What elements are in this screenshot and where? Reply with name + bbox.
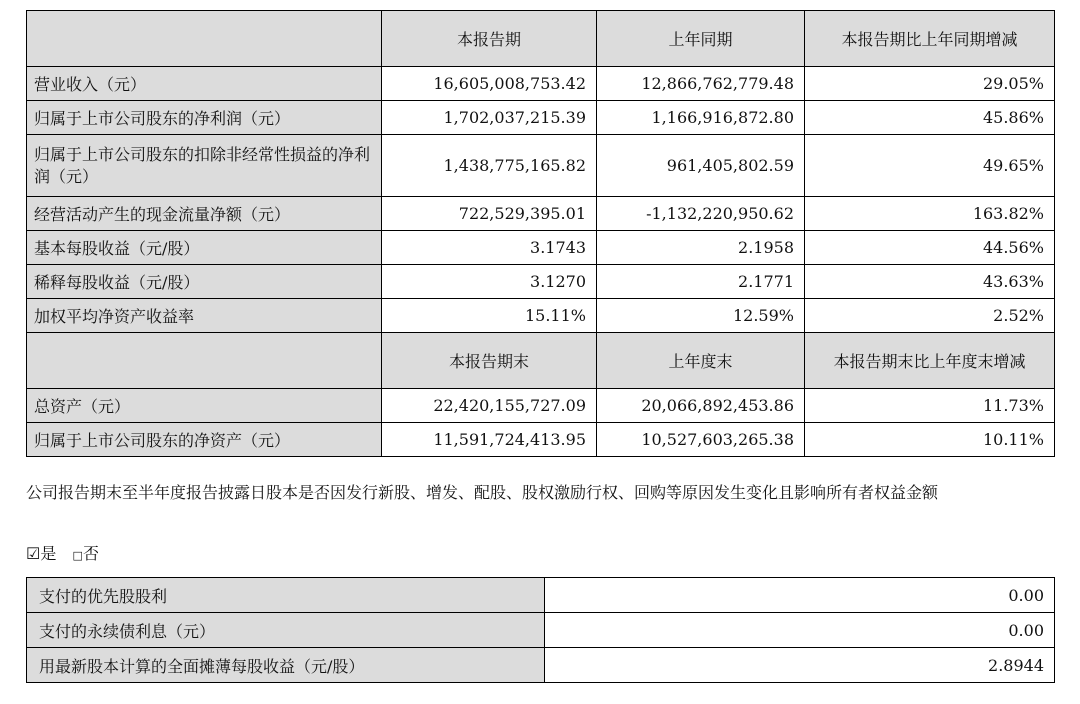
table-row [27,389,1055,423]
row-label: 总资产（元） [27,389,382,423]
current-value: 1,438,775,165.82 [382,135,597,197]
header-row-period [27,11,1055,67]
row-label: 稀释每股收益（元/股） [27,265,382,299]
header-period-end-change: 本报告期末比上年度末增减 [805,333,1055,389]
prior-value: -1,132,220,950.62 [597,197,805,231]
current-value: 1,702,037,215.39 [382,101,597,135]
row-label: 归属于上市公司股东的扣除非经常性损益的净利润（元） [27,135,382,197]
row-label: 基本每股收益（元/股） [27,231,382,265]
current-value: 722,529,395.01 [382,197,597,231]
prior-value: 12,866,762,779.48 [597,67,805,101]
table-row [27,231,1055,265]
row-label: 营业收入（元） [27,67,382,101]
unchecked-box-icon: □ [72,549,83,562]
checked-box-icon: ☑ [26,544,41,563]
table-row [27,423,1055,457]
row-label: 归属于上市公司股东的净利润（元） [27,101,382,135]
row-label: 加权平均净资产收益率 [27,299,382,333]
financial-summary-table [26,10,1055,457]
row-label: 支付的优先股股利 [27,578,545,613]
table-row [27,197,1055,231]
header-prior-period: 上年同期 [597,11,805,67]
current-value: 16,605,008,753.42 [382,67,597,101]
prior-value: 2.1771 [597,265,805,299]
prior-value: 10,527,603,265.38 [597,423,805,457]
prior-value: 2.1958 [597,231,805,265]
change-value: 10.11% [805,423,1055,457]
row-value: 2.8944 [545,648,1055,683]
current-value: 15.11% [382,299,597,333]
table-row [27,135,1055,197]
yes-label: 是 [40,544,57,563]
header-corner-cell [27,11,382,67]
share-capital-change-note: 公司报告期末至半年度报告披露日股本是否因发行新股、增发、配股、股权激励行权、回购等原因发生变化且影响所有者权益金额 [26,483,939,502]
header-current-period-end: 本报告期末 [382,333,597,389]
preferred-share-table [26,577,1055,683]
table-row [27,578,1055,613]
table-row [27,299,1055,333]
header-current-period: 本报告期 [382,11,597,67]
change-value: 43.63% [805,265,1055,299]
change-value: 11.73% [805,389,1055,423]
header-prior-year-end: 上年度末 [597,333,805,389]
change-value: 44.56% [805,231,1055,265]
row-value: 0.00 [545,613,1055,648]
row-label: 用最新股本计算的全面摊薄每股收益（元/股） [27,648,545,683]
change-value: 29.05% [805,67,1055,101]
table-row [27,101,1055,135]
prior-value: 1,166,916,872.80 [597,101,805,135]
no-label: 否 [82,544,99,563]
current-value: 3.1743 [382,231,597,265]
table-row [27,265,1055,299]
row-value: 0.00 [545,578,1055,613]
header-corner-cell [27,333,382,389]
header-period-change: 本报告期比上年同期增减 [805,11,1055,67]
prior-value: 961,405,802.59 [597,135,805,197]
table-row [27,613,1055,648]
prior-value: 12.59% [597,299,805,333]
change-value: 49.65% [805,135,1055,197]
change-value: 163.82% [805,197,1055,231]
row-label: 经营活动产生的现金流量净额（元） [27,197,382,231]
yes-no-choice [26,543,99,567]
row-label: 归属于上市公司股东的净资产（元） [27,423,382,457]
change-value: 45.86% [805,101,1055,135]
current-value: 11,591,724,413.95 [382,423,597,457]
header-row-period-end [27,333,1055,389]
row-label: 支付的永续债利息（元） [27,613,545,648]
change-value: 2.52% [805,299,1055,333]
current-value: 3.1270 [382,265,597,299]
table-row [27,67,1055,101]
current-value: 22,420,155,727.09 [382,389,597,423]
prior-value: 20,066,892,453.86 [597,389,805,423]
table-row [27,648,1055,683]
